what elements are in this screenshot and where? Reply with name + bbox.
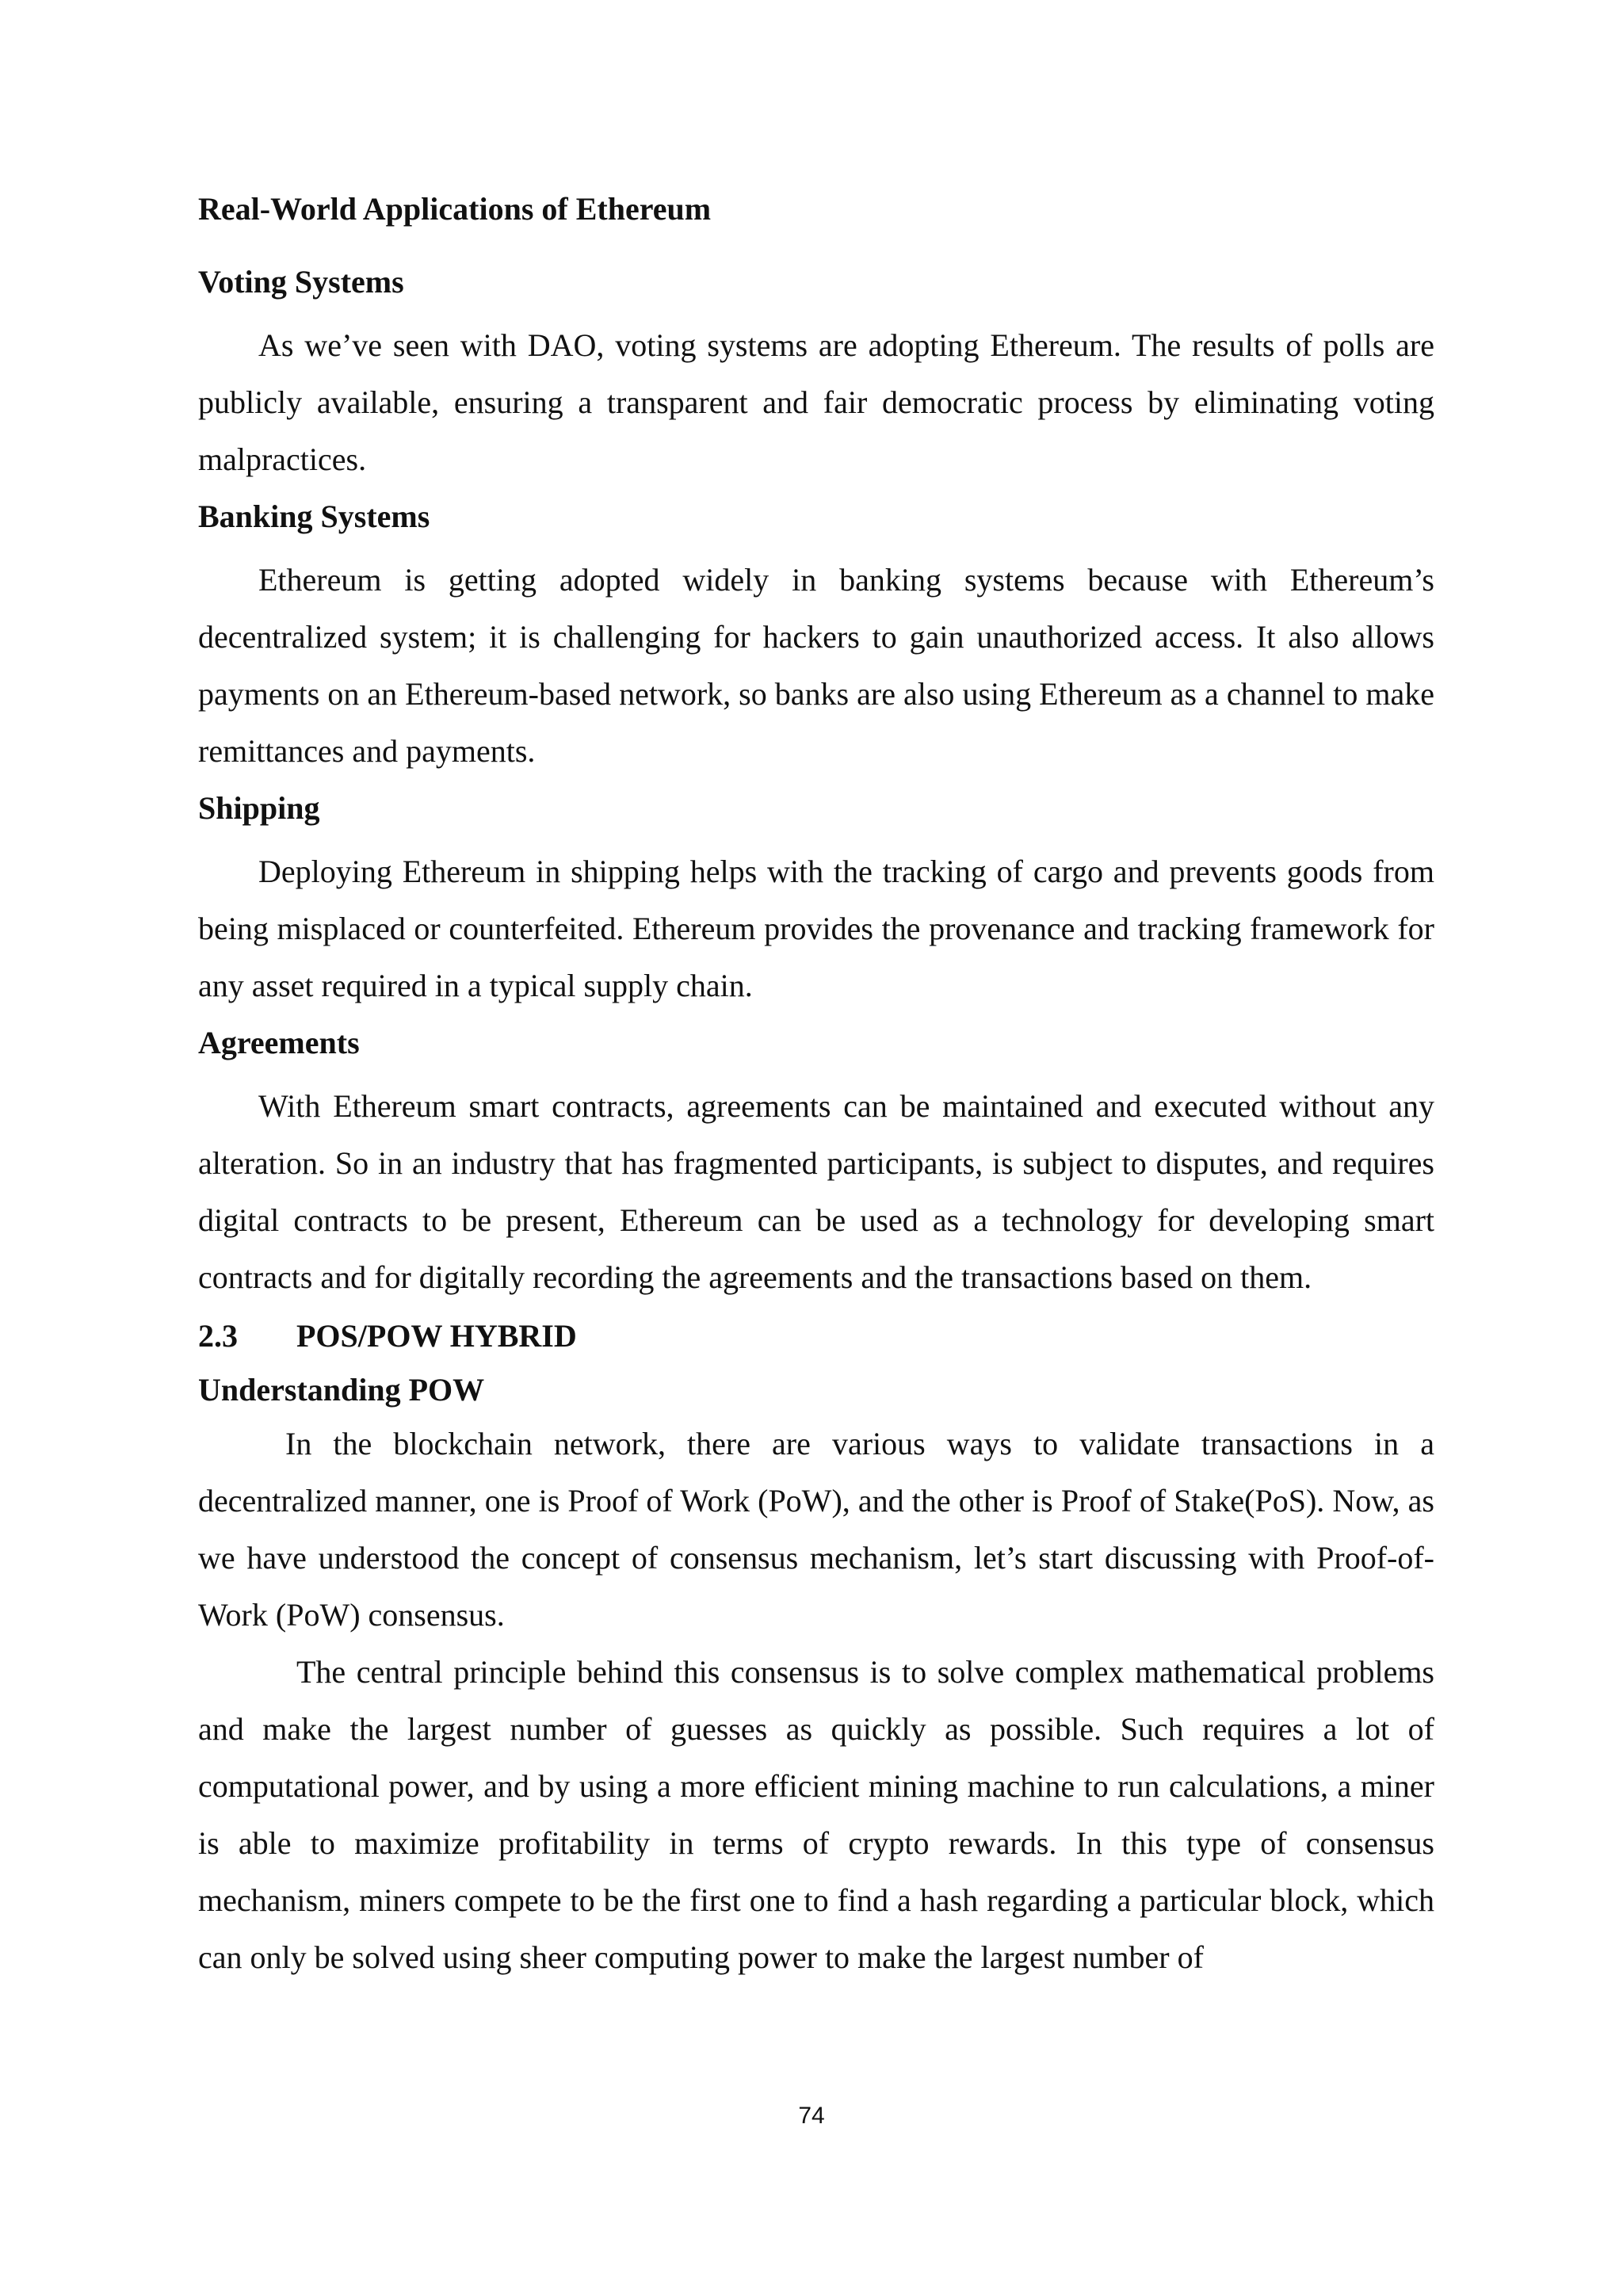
heading-understanding-pow: Understanding POW [198,1372,485,1408]
paragraph-shipping: Deploying Ethereum in shipping helps with the tracking of cargo and prevents goods from being misplaced or counterfeited. Ethereum provides the provenance and tracking framework for any asset required in a typical supply chain. [198,854,1434,1003]
paragraph-voting-systems: As we’ve seen with DAO, voting systems are adopting Ethereum. The results of polls are publicly available, ensuring a transparent and fair democratic process by eliminating voting malpractices. [198,327,1434,477]
page-number: 74 [798,2103,825,2129]
heading-voting-systems: Voting Systems [198,264,404,300]
paragraph-agreements: With Ethereum smart contracts, agreements can be maintained and executed without any alteration. So in an industry that has fragmented participants, is subject to disputes, and requires digital contracts to be present, Ethereum can be used as a technology for developing smart contracts and for digitally recording the agreements and the transactions based on them. [198,1088,1434,1295]
heading-shipping: Shipping [198,790,320,826]
section-title: POS/POW HYBRID [296,1318,577,1354]
section-number: 2.3 [198,1318,238,1354]
paragraph-pow-intro: In the blockchain network, there are various ways to validate transactions in a decentralized manner, one is Proof of Work (PoW), and the other is Proof of Stake(PoS). Now, as we have understood the concept of consensus mechanism, let’s start discussing with Proof-of-Work (PoW) consensus. [198,1426,1434,1633]
heading-banking-systems: Banking Systems [198,499,430,534]
section-heading-pos-pow-hybrid [198,1317,1434,1355]
page-content [198,190,1434,1986]
heading-agreements: Agreements [198,1025,360,1060]
page-title: Real-World Applications of Ethereum [198,191,712,227]
paragraph-pow-principle: The central principle behind this consensus is to solve complex mathematical problems and make the largest number of guesses as quickly as possible. Such requires a lot of computational power, and by using a more efficient mining machine to run calculations, a miner is able to maximize profitability in terms of crypto rewards. In this type of consensus mechanism, miners compete to be the first one to find a hash regarding a particular block, which can only be solved using sheer computing power to make the largest number of [198,1654,1434,1975]
paragraph-banking-systems: Ethereum is getting adopted widely in banking systems because with Ethereum’s decentralized system; it is challenging for hackers to gain unauthorized access. It also allows payments on an Ethereum-based network, so banks are also using Ethereum as a channel to make remittances and payments. [198,562,1434,769]
